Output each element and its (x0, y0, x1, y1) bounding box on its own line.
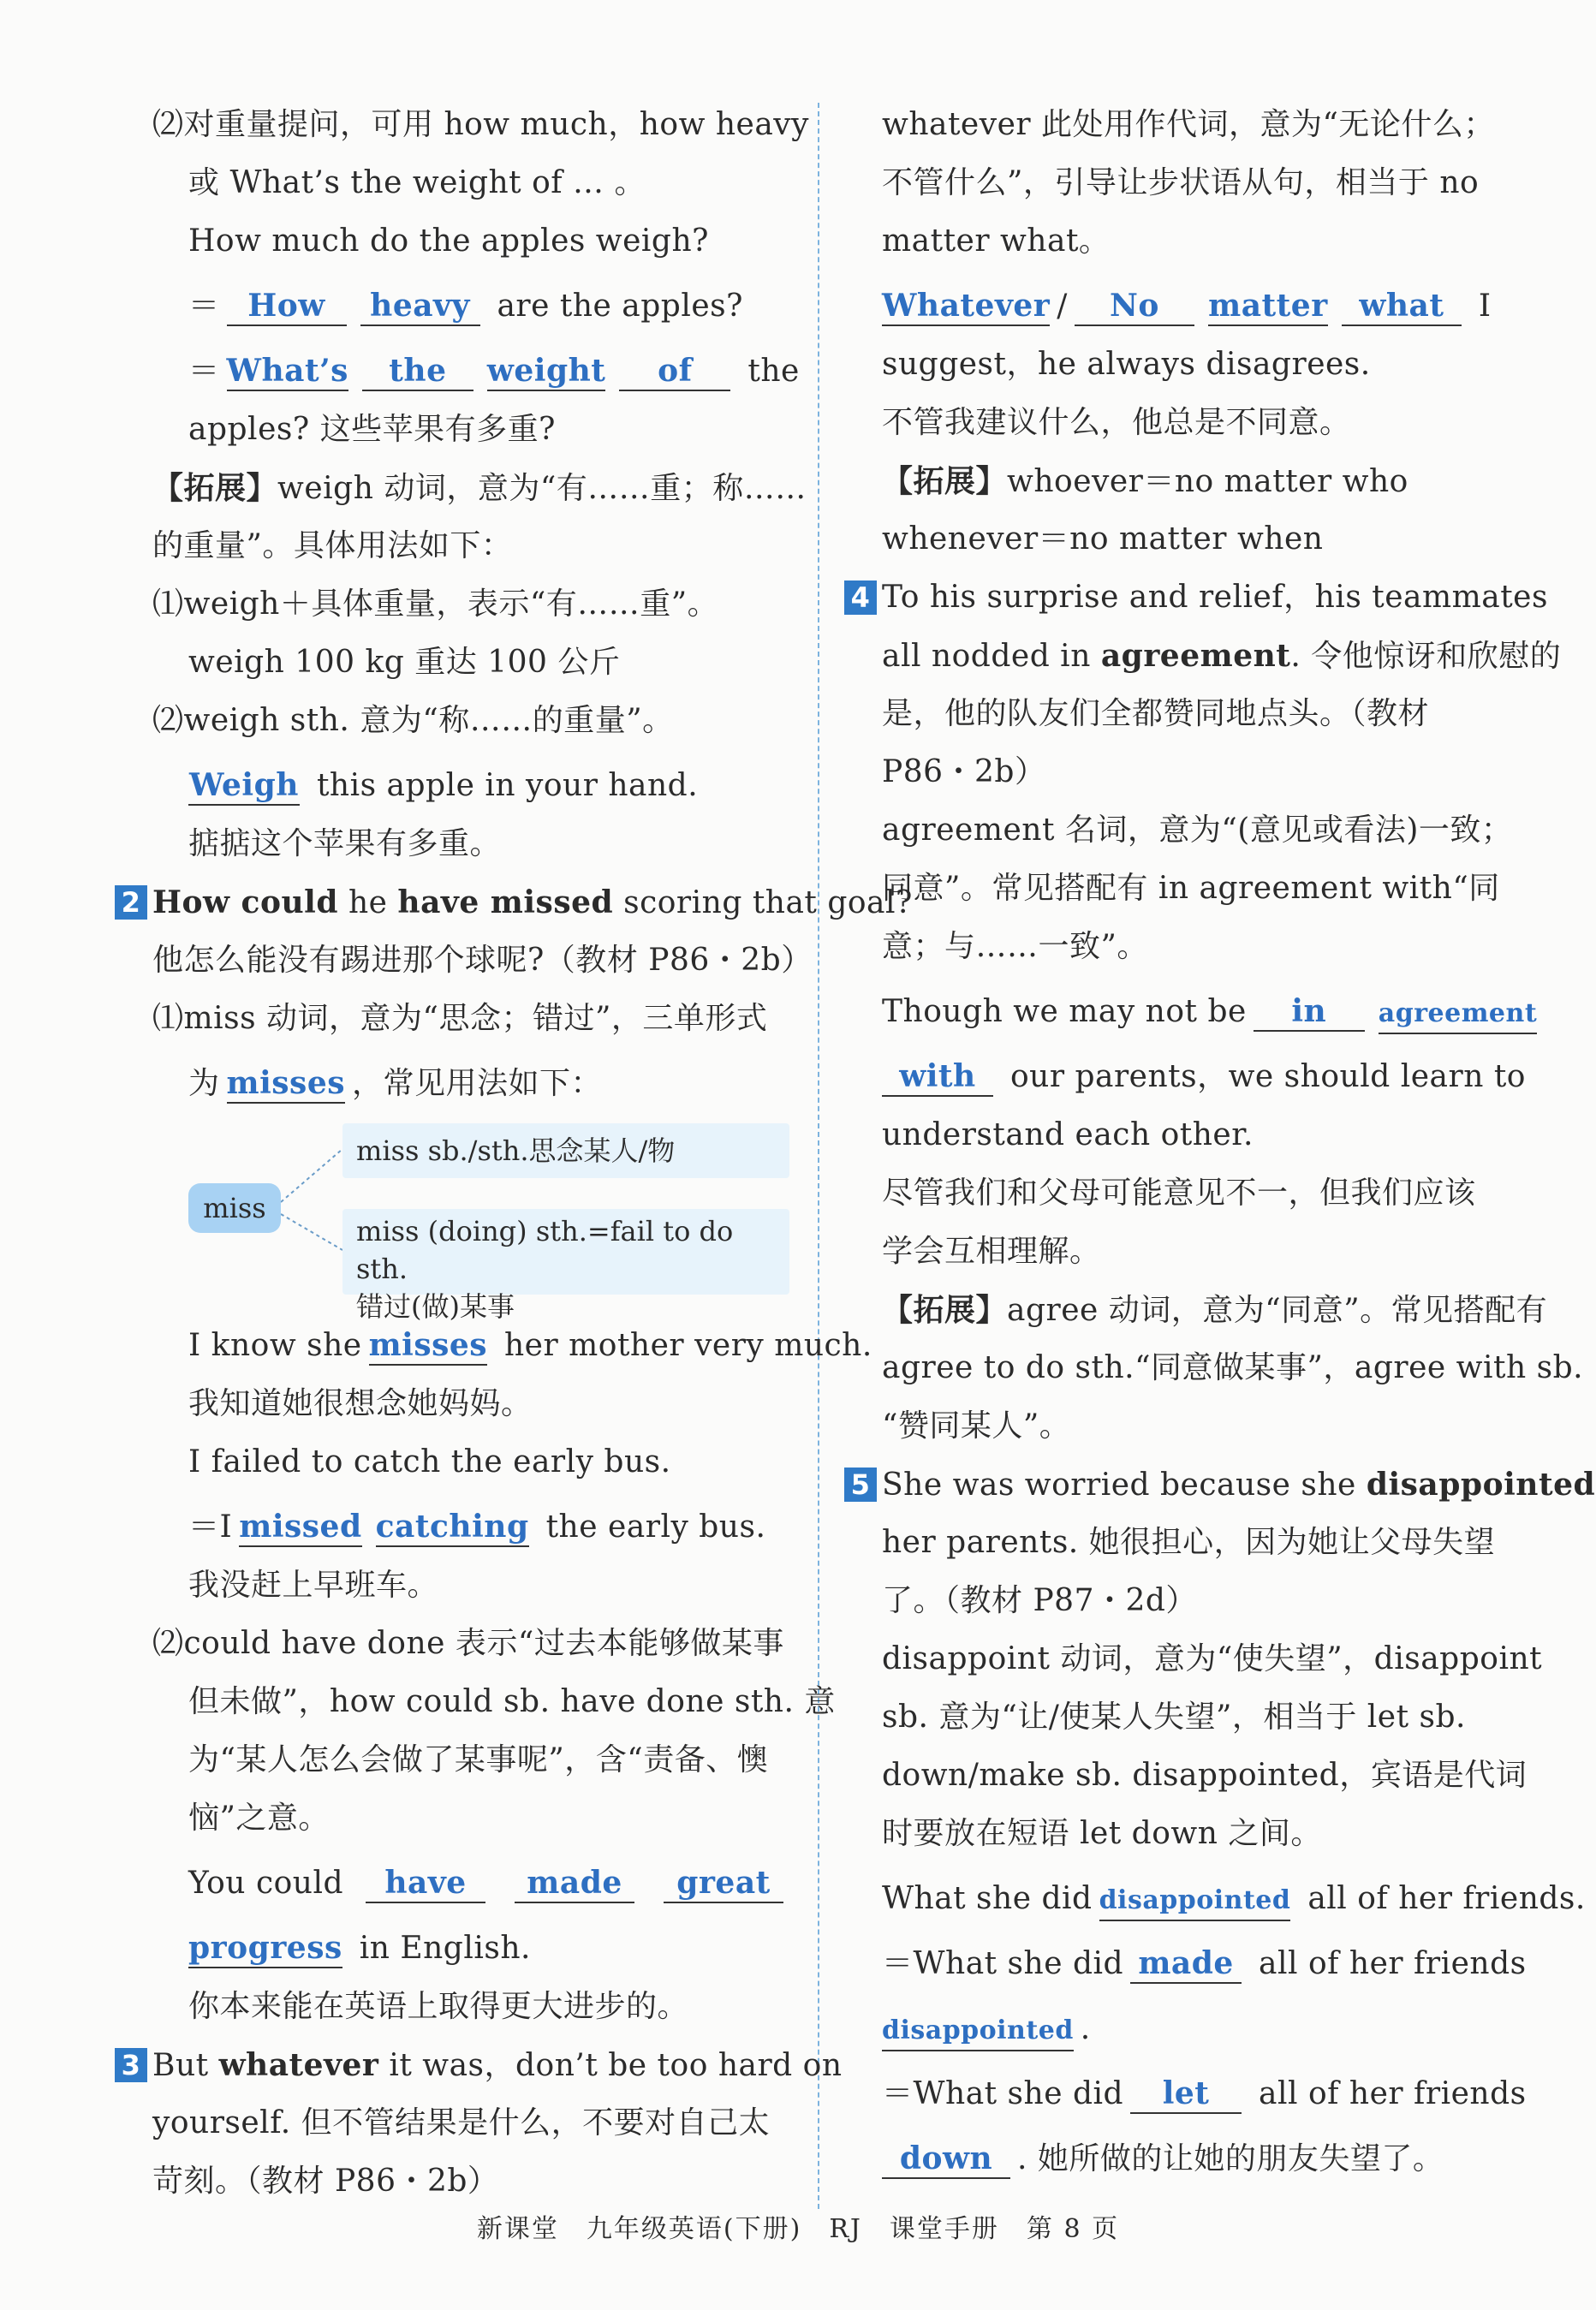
column-divider (818, 103, 819, 2209)
text-line: apples? 这些苹果有多重? (188, 412, 556, 447)
text-line: suggest，he always disagrees. (882, 347, 1371, 382)
exercise-line: ＝ How heavy are the apples? (152, 271, 786, 336)
exercise-line: You could have made great (152, 1848, 786, 1913)
question-3: 3 But whatever it was，don’t be too hard on (152, 2036, 786, 2094)
answer-blank: catching (376, 1508, 529, 1547)
text-line: 不管什么”，引导让步状语从句，相当于 no (882, 165, 1480, 200)
answer-blank: No (1075, 287, 1194, 326)
answer-blank: heavy (360, 287, 480, 326)
answer-blank: misses (369, 1326, 487, 1366)
exercise-line: Though we may not be in agreement (882, 976, 1521, 1041)
answer-blank: what (1342, 287, 1462, 326)
extension-line: 【拓展】whoever＝no matter who (882, 463, 1408, 499)
exercise-line: with our parents，we should learn to (882, 1041, 1521, 1106)
question-number: 2 (115, 885, 147, 920)
text-line: weigh 100 kg 重达 100 公斤 (188, 645, 621, 680)
extension-line: 【拓展】weigh 动词，意为“有……重；称…… (152, 470, 807, 506)
text-line: down/make sb. disappointed，宾语是代词 (882, 1758, 1528, 1793)
text-line: “赞同某人”。 (882, 1408, 1071, 1444)
diagram-usage-2: miss (doing) sth.=fail to do sth. 错过(做)某事 (342, 1209, 789, 1295)
question-number: 4 (844, 580, 877, 615)
exercise-line: ＝What she did made all of her friends (882, 1928, 1521, 1993)
answer-blank: How (227, 287, 347, 326)
miss-usage-diagram (152, 1113, 786, 1323)
text-line: 同意”。常见搭配有 in agreement with“同 (882, 871, 1500, 906)
text-line: ⑵weigh sth. 意为“称……的重量”。 (152, 703, 674, 738)
answer-blank: misses (227, 1064, 345, 1104)
diagram-center: miss (188, 1183, 281, 1233)
text-line: 不管我建议什么，他总是不同意。 (882, 405, 1351, 440)
text-line: 或 What’s the weight of … 。 (188, 165, 646, 200)
text-line: 为“某人怎么会做了某事呢”，含“责备、懊 (188, 1742, 769, 1777)
answer-blank: made (515, 1864, 634, 1903)
text-line: 尽管我们和父母可能意见不一，但我们应该 (882, 1176, 1476, 1211)
diagram-usage-1: miss sb./sth.思念某人/物 (342, 1123, 789, 1178)
question-number: 5 (844, 1468, 877, 1502)
text-line: 掂掂这个苹果有多重。 (188, 826, 502, 861)
text-line: ⑵could have done 表示“过去本能够做某事 (152, 1626, 784, 1661)
text-line: 的重量”。具体用法如下： (152, 528, 513, 563)
text-line: 我没赶上早班车。 (188, 1568, 439, 1603)
answer-blank: Weigh (188, 766, 300, 806)
answer-blank: Whatever (882, 287, 1050, 326)
text-line: ⑴miss 动词，意为“思念；错过”，三单形式 (152, 1001, 768, 1036)
exercise-line: ＝I missed catching the early bus. (152, 1491, 786, 1557)
text-line: How much do the apples weigh? (188, 223, 709, 259)
answer-blank: great (664, 1864, 783, 1903)
text-line: ⑴weigh＋具体重量，表示“有……重”。 (152, 586, 719, 622)
answer-blank: down (882, 2140, 1010, 2179)
text-line: P86・2b） (882, 754, 1046, 789)
text-line: sb. 意为“让/使某人失望”，相当于 let sb. (882, 1700, 1466, 1735)
text-line: 他怎么能没有踢进那个球呢?（教材 P86・2b） (152, 943, 813, 978)
answer-blank: the (362, 352, 473, 391)
exercise-line: progress in English. (152, 1913, 786, 1978)
text-line: 苛刻。（教材 P86・2b） (152, 2164, 499, 2199)
text-line: ⑵对重量提问，可用 how much，how heavy (152, 107, 809, 142)
exercise-line: disappointed . (882, 1993, 1521, 2058)
answer-blank: weight (487, 352, 606, 391)
answer-blank: of (619, 352, 730, 391)
text-line: yourself. 但不管结果是什么，不要对自己太 (152, 2105, 771, 2140)
text-line: 你本来能在英语上取得更大进步的。 (188, 1989, 689, 2024)
exercise-line: What she did disappointed all of her friends. (882, 1863, 1521, 1928)
answer-blank: with (882, 1057, 993, 1097)
answer-blank: disappointed (882, 2012, 1074, 2051)
page-footer: 新课堂 九年级英语(下册) RJ 课堂手册 第 8 页 (476, 2214, 1120, 2244)
text-line: 时要放在短语 let down 之间。 (882, 1816, 1322, 1851)
exercise-line: ＝ What’s the weight of the (152, 336, 786, 401)
answer-blank: What’s (227, 352, 348, 391)
left-column (121, 96, 913, 2211)
text-line: whenever＝no matter when (882, 521, 1324, 557)
text-line: understand each other. (882, 1117, 1254, 1152)
text-line: all nodded in agreement. 令他惊讶和欣慰的 (882, 638, 1562, 674)
answer-blank: made (1130, 1944, 1242, 1984)
answer-blank: agreement (1379, 995, 1537, 1034)
exercise-line: 为 misses ，常见用法如下： (152, 1048, 786, 1113)
text-line: whatever 此处用作代词，意为“无论什么； (882, 107, 1495, 142)
exercise-line: down . 她所做的让她的朋友失望了。 (882, 2123, 1521, 2188)
question-4: 4 To his surprise and relief，his teammates (882, 569, 1521, 627)
exercise-line: Whatever / No matter what I (882, 271, 1521, 336)
text-line: agreement 名词，意为“(意见或看法)一致； (882, 813, 1513, 848)
text-line: her parents. 她很担心，因为她让父母失望 (882, 1525, 1496, 1560)
exercise-line: Weigh this apple in your hand. (152, 750, 786, 815)
question-5: 5 She was worried because she disappointed (882, 1456, 1521, 1514)
text-line: 恼”之意。 (188, 1801, 330, 1836)
text-line: 意；与……一致”。 (882, 929, 1148, 964)
text-line: 学会互相理解。 (882, 1234, 1101, 1269)
text-line: 了。（教材 P87・2d） (882, 1583, 1197, 1618)
extension-line: 【拓展】agree 动词，意为“同意”。常见搭配有 (882, 1292, 1548, 1328)
answer-blank: in (1254, 992, 1365, 1032)
text-line: agree to do sth.“同意做某事”，agree with sb. (882, 1350, 1584, 1385)
answer-blank: have (366, 1864, 485, 1903)
text-line: disappoint 动词，意为“使失望”，disappoint (882, 1641, 1543, 1676)
exercise-line: I know she misses her mother very much. (152, 1310, 786, 1375)
right-column (850, 96, 1596, 2188)
answer-blank: missed (239, 1508, 361, 1547)
text-line: 我知道她很想念她妈妈。 (188, 1386, 533, 1421)
answer-blank: matter (1208, 287, 1328, 326)
question-number: 3 (115, 2048, 147, 2082)
exercise-line: ＝What she did let all of her friends (882, 2058, 1521, 2123)
answer-blank: progress (188, 1929, 342, 1968)
text-line: I failed to catch the early bus. (188, 1444, 671, 1479)
text-line: 但未做”，how could sb. have done sth. 意 (188, 1684, 836, 1719)
text-line: 是，他的队友们全都赞同地点头。（教材 (882, 696, 1430, 731)
question-2: 2 How could he have missed scoring that goal? (152, 873, 786, 932)
answer-blank: disappointed (1099, 1882, 1291, 1921)
text-line: matter what。 (882, 223, 1111, 259)
answer-blank: let (1130, 2075, 1242, 2114)
